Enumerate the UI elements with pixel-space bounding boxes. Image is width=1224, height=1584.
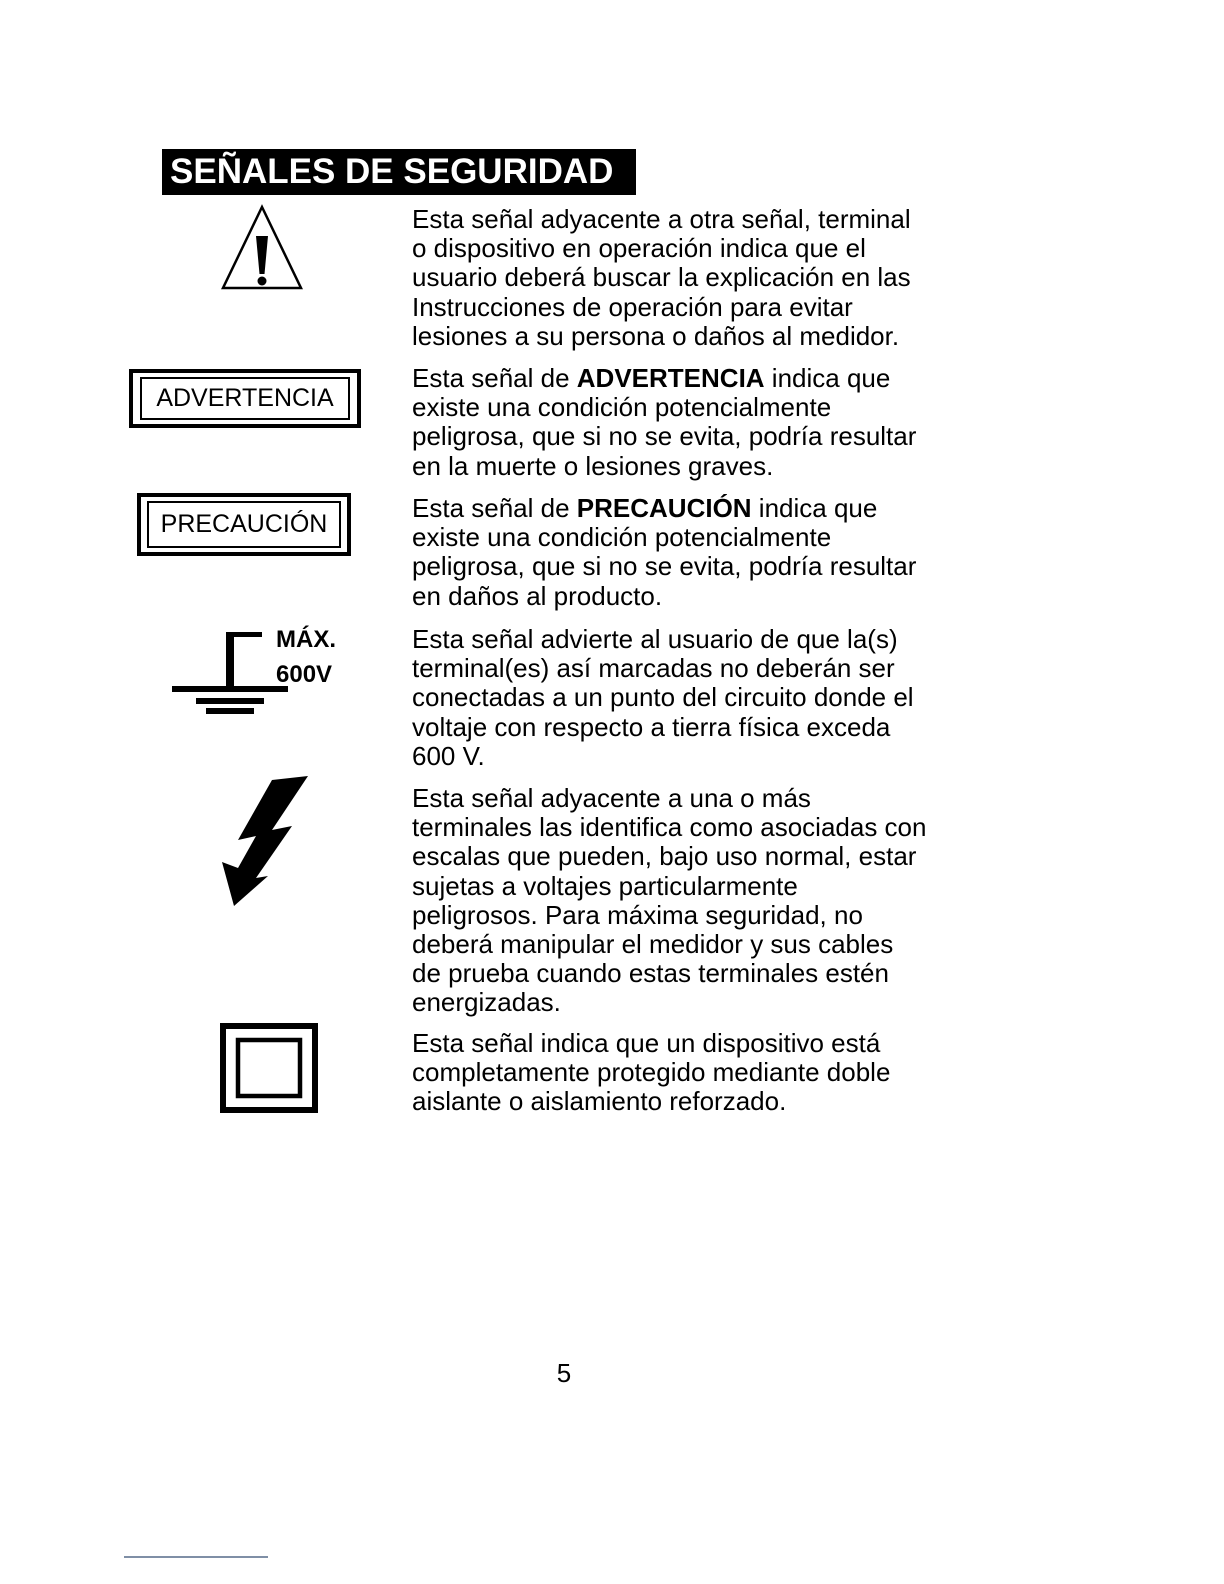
text-line: en daños al producto. (412, 580, 663, 611)
double-insulation-description (412, 1029, 992, 1117)
text-line: usuario deberá buscar la explicación en las (412, 262, 911, 293)
text-line: aislante o aislamiento reforzado. (412, 1086, 787, 1117)
warning-keyword: ADVERTENCIA (576, 363, 765, 393)
text-line: energizadas. (412, 987, 561, 1018)
lightning-bolt-icon (216, 774, 312, 908)
high-voltage-description (412, 784, 992, 1018)
caution-symbol-description (412, 205, 992, 351)
footer-divider (124, 1556, 268, 1558)
text-line: voltaje con respecto a tierra física exceda (412, 711, 891, 742)
precaution-description (412, 494, 992, 611)
precaution-label: PRECAUCIÓN (160, 510, 328, 538)
warning-description (412, 364, 992, 481)
text-line (412, 494, 992, 523)
text-line: Esta señal adyacente a otra señal, terminal (412, 204, 911, 234)
text-line: existe una condición potencialmente (412, 522, 832, 553)
text-line: existe una condición potencialmente (412, 392, 832, 423)
page-number: 5 (556, 1358, 572, 1388)
text-line: Esta señal advierte al usuario de que la(s) (412, 624, 898, 654)
text-segment: Esta señal de (412, 493, 577, 523)
text-line: peligrosa, que si no se evita, podría resultar (412, 551, 917, 582)
text-segment: indica que (764, 363, 891, 393)
text-line: sujetas a voltajes particularmente (412, 870, 798, 901)
text-line: en la muerte o lesiones graves. (412, 450, 774, 481)
text-line: escalas que pueden, bajo uso normal, estar (412, 841, 917, 872)
section-title: SEÑALES DE SEGURIDAD (162, 149, 636, 195)
ground-description (412, 625, 992, 771)
text-line: Esta señal indica que un dispositivo está (412, 1028, 881, 1058)
text-line: o dispositivo en operación indica que el (412, 233, 866, 264)
text-line: conectadas a un punto del circuito donde el (412, 682, 914, 713)
text-line: terminales las identifica como asociadas con (412, 812, 927, 843)
double-insulation-icon (220, 1023, 318, 1113)
warning-triangle-icon (220, 204, 304, 292)
warning-label: ADVERTENCIA (156, 384, 334, 412)
text-segment: indica que (751, 493, 878, 523)
ground-icon (168, 630, 292, 748)
voltage-label: 600V (276, 661, 333, 688)
max-label: MÁX. (276, 626, 336, 653)
precaution-label-box (137, 493, 351, 556)
text-line: Instrucciones de operación para evitar (412, 291, 853, 322)
precaution-keyword: PRECAUCIÓN (576, 493, 752, 523)
text-segment: Esta señal de (412, 363, 577, 393)
text-line: lesiones a su persona o daños al medidor. (412, 320, 900, 351)
warning-label-box (129, 369, 361, 428)
text-line: 600 V. (412, 740, 485, 771)
text-line: peligrosos. Para máxima seguridad, no (412, 899, 863, 930)
text-line: completamente protegido mediante doble (412, 1057, 891, 1088)
text-line: terminal(es) así marcadas no deberán ser (412, 653, 895, 684)
text-line (412, 364, 992, 393)
text-line: deberá manipular el medidor y sus cables (412, 929, 894, 960)
text-line: Esta señal adyacente a una o más (412, 783, 811, 813)
text-line: peligrosa, que si no se evita, podría resultar (412, 421, 917, 452)
text-line: de prueba cuando estas terminales estén (412, 958, 889, 989)
